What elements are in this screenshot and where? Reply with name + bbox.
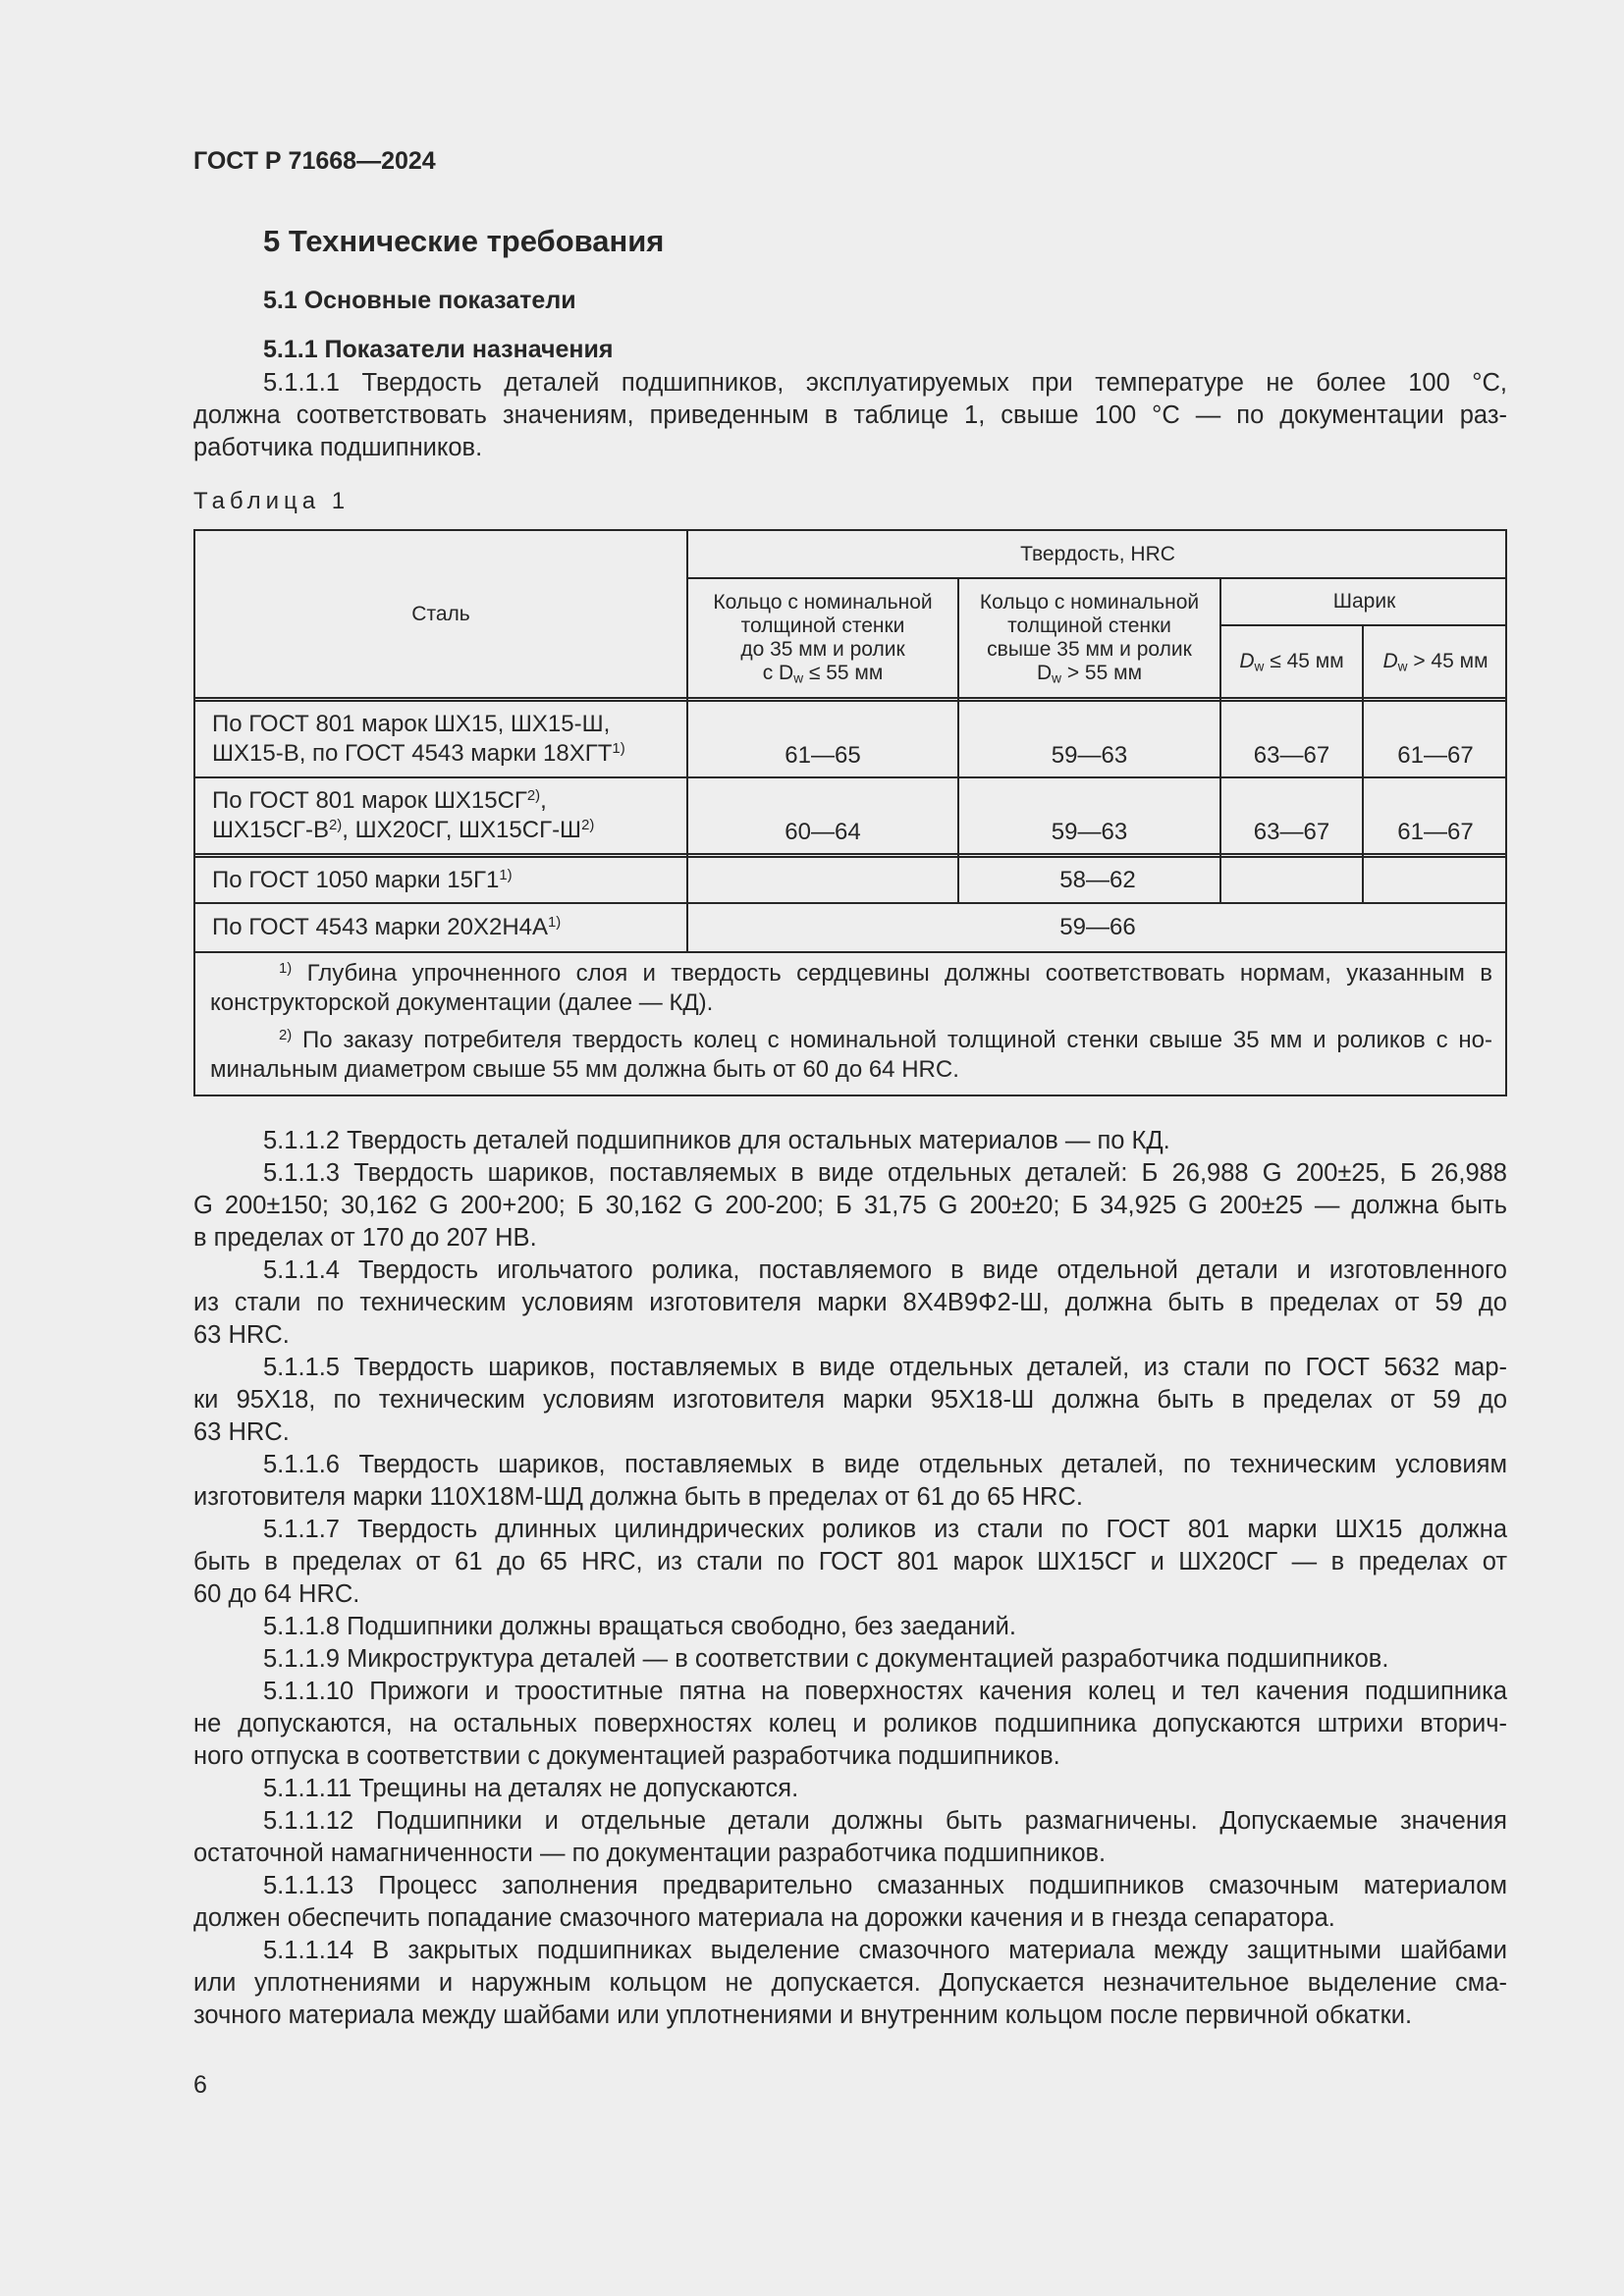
section-title: 5 Технические требования: [263, 224, 665, 258]
paragraph-line: 63 HRC.: [193, 1321, 290, 1349]
paragraph-line: 5.1.1.7 Твердость длинных цилиндрических роликов из стали по ГОСТ 801 марки ШХ15 должна: [263, 1516, 1507, 1543]
subsection-title: 5.1 Основные показатели: [263, 287, 576, 314]
paragraph: [193, 1352, 1507, 1449]
header-ball-gt-45: $D_w > 45$ мм: [1382, 650, 1489, 674]
table-row-1-steel: По ГОСТ 801 марок ШХ15, ШХ15-Ш, ШХ15-В, по ГОСТ 4543 марки 18ХГТ$^{1)}$: [212, 711, 625, 767]
paragraph-line: 5.1.1.9 Микроструктура деталей — в соответствии с документацией разработчика подшипников.: [263, 1645, 1389, 1673]
paragraph-line: ного отпуска в соответствии с документацией разработчика подшипников.: [193, 1742, 1060, 1770]
header-ring-over-35: Кольцо с номинальной толщиной стенки свыше 35 мм и ролик $D_w > 55$ мм: [979, 591, 1200, 686]
paragraph: [193, 1157, 1507, 1255]
table-row-4-steel: По ГОСТ 4543 марки $20Х2Н4А^{1)}$: [212, 914, 562, 940]
paragraph-line: быть в пределах от 61 до 65 HRC, из стали по ГОСТ 801 марок ШХ15СГ и ШХ20СГ — в пределах от: [193, 1548, 1507, 1575]
paragraph-line: 5.1.1.10 Прижоги и трооститные пятна на поверхностях качения колец и тел качения подшипника: [263, 1678, 1507, 1705]
header-ball-le-45: $D_w \le 45$ мм: [1239, 650, 1344, 674]
paragraph: [193, 1611, 1507, 1643]
paragraph-line: должен обеспечить попадание смазочного материала на дорожки качения и в гнезда сепаратора.: [193, 1904, 1335, 1932]
paragraph-line: 5.1.1.3 Твердость шариков, поставляемых в виде отдельных деталей: Б 26,988 G 200±25, Б 26,988: [263, 1159, 1507, 1187]
paragraph-line: 5.1.1.11 Трещины на деталях не допускаются.: [263, 1775, 799, 1802]
paragraph-line: 60 до 64 HRC.: [193, 1580, 360, 1608]
table-row-2-ball-le: 63—67: [1253, 819, 1330, 845]
paragraph-line: из стали по техническим условиям изготовителя марки 8Х4В9Ф2-Ш, должна быть в пределах от 59 до: [193, 1289, 1507, 1316]
table-row-2-ring1: 60—64: [785, 819, 861, 845]
table-row-2-steel: По ГОСТ 801 марок ШХ15СГ$^{2)}$, $ШХ15СГ-В^{2)}$, ШХ20СГ, $ШХ15СГ-Ш^{2)}$: [212, 787, 595, 843]
table-row-1-ring1: 61—65: [785, 742, 861, 769]
document-code: ГОСТ Р 71668—2024: [193, 147, 436, 175]
paragraph-line: 63 HRC.: [193, 1418, 290, 1446]
body-text: [193, 1125, 1507, 2032]
paragraph: [193, 1805, 1507, 1870]
table-row-1-ball-le: 63—67: [1253, 742, 1330, 769]
paragraph: [193, 1449, 1507, 1514]
paragraph: [193, 1676, 1507, 1773]
table-row-1-ring2: 59—63: [1051, 742, 1128, 769]
paragraph-line: 5.1.1.6 Твердость шариков, поставляемых в виде отдельных деталей, по техническим условиям: [263, 1451, 1507, 1478]
paragraph: [193, 1643, 1507, 1676]
paragraph-line: 5.1.1.12 Подшипники и отдельные детали должны быть размагничены. Допускаемые значения: [263, 1807, 1507, 1835]
paragraph: [193, 1935, 1507, 2032]
paragraph-line: 5.1.1.13 Процесс заполнения предварительно смазанных подшипников смазочным материалом: [263, 1872, 1507, 1899]
table-footnote-2: $^{2)}$ По заказу потребителя твердость колец с номинальной толщиной стенки свыше 35 мм и роликов с но- минальным диаметром свыше 55 мм должна быть от 60 до 64 HRC.: [210, 1027, 1492, 1083]
paragraph: [193, 1125, 1507, 1157]
paragraph-line: в пределах от 170 до 207 НВ.: [193, 1224, 537, 1252]
paragraph: [193, 1773, 1507, 1805]
header-ball: Шарик: [1332, 590, 1396, 613]
intro-paragraph: 5.1.1.1 Твердость деталей подшипников, эксплуатируемых при температуре не более 100 °С, должна соответствовать значениям, приведенным в таблице 1, свыше 100 °С — по документации раз- работчика подшипников.: [193, 369, 1507, 461]
paragraph-line: или уплотнениями и наружным кольцом не допускается. Допускается незначительное выделение сма-: [193, 1969, 1507, 1997]
table-row-4-value: 59—66: [1059, 914, 1136, 940]
table-row-3-value: 58—62: [1059, 866, 1136, 893]
paragraph-line: ки 95Х18, по техническим условиям изготовителя марки 95Х18-Ш должна быть в пределах от 59 до: [193, 1386, 1507, 1414]
paragraph-line: G 200±150; 30,162 G 200+200; Б 30,162 G 200-200; Б 31,75 G 200±20; Б 34,925 G 200±25 — должна быть: [193, 1192, 1507, 1219]
paragraph-line: 5.1.1.5 Твердость шариков, поставляемых в виде отдельных деталей, из стали по ГОСТ 5632 мар-: [263, 1354, 1507, 1381]
page-number: 6: [193, 2071, 207, 2099]
table-row-3-steel: По ГОСТ 1050 марки 15Г1$^{1)}$: [212, 866, 513, 893]
table-row-2-ring2: 59—63: [1051, 819, 1128, 845]
table-caption: Таблица 1: [193, 488, 351, 514]
paragraph-line: 5.1.1.8 Подшипники должны вращаться свободно, без заеданий.: [263, 1613, 1016, 1640]
header-ring-up-to-35: Кольцо с номинальной толщиной стенки до 35 мм и ролик с $D_w \le 55$ мм: [713, 591, 933, 686]
table-footnote-1: $^{1)}$ Глубина упрочненного слоя и твердость сердцевины должны соответствовать нормам, указанным в конструкторской документации (далее — КД).: [210, 960, 1492, 1016]
paragraph-line: 5.1.1.2 Твердость деталей подшипников для остальных материалов — по КД.: [263, 1127, 1170, 1154]
paragraph-line: остаточной намагниченности — по документации разработчика подшипников.: [193, 1840, 1107, 1867]
header-hardness: Твердость, HRC: [1020, 542, 1175, 565]
paragraph-line: 5.1.1.4 Твердость игольчатого ролика, поставляемого в виде отдельной детали и изготовленного: [263, 1256, 1507, 1284]
paragraph-line: 5.1.1.14 В закрытых подшипниках выделение смазочного материала между защитными шайбами: [263, 1937, 1507, 1964]
subsubsection-title: 5.1.1 Показатели назначения: [263, 336, 614, 363]
table-row-1-ball-gt: 61—67: [1397, 742, 1474, 769]
header-steel: Сталь: [411, 602, 470, 625]
paragraph-line: не допускаются, на остальных поверхностях колец и роликов подшипника допускаются штрихи вторич-: [193, 1710, 1507, 1737]
table-row-2-ball-gt: 61—67: [1397, 819, 1474, 845]
paragraph-line: зочного материала между шайбами или уплотнениями и внутренним кольцом после первичной обкатки.: [193, 2002, 1413, 2029]
paragraph: [193, 1514, 1507, 1611]
paragraph: [193, 1870, 1507, 1935]
paragraph: [193, 1255, 1507, 1352]
paragraph-line: изготовителя марки 110Х18М-ШД должна быть в пределах от 61 до 65 HRC.: [193, 1483, 1083, 1511]
